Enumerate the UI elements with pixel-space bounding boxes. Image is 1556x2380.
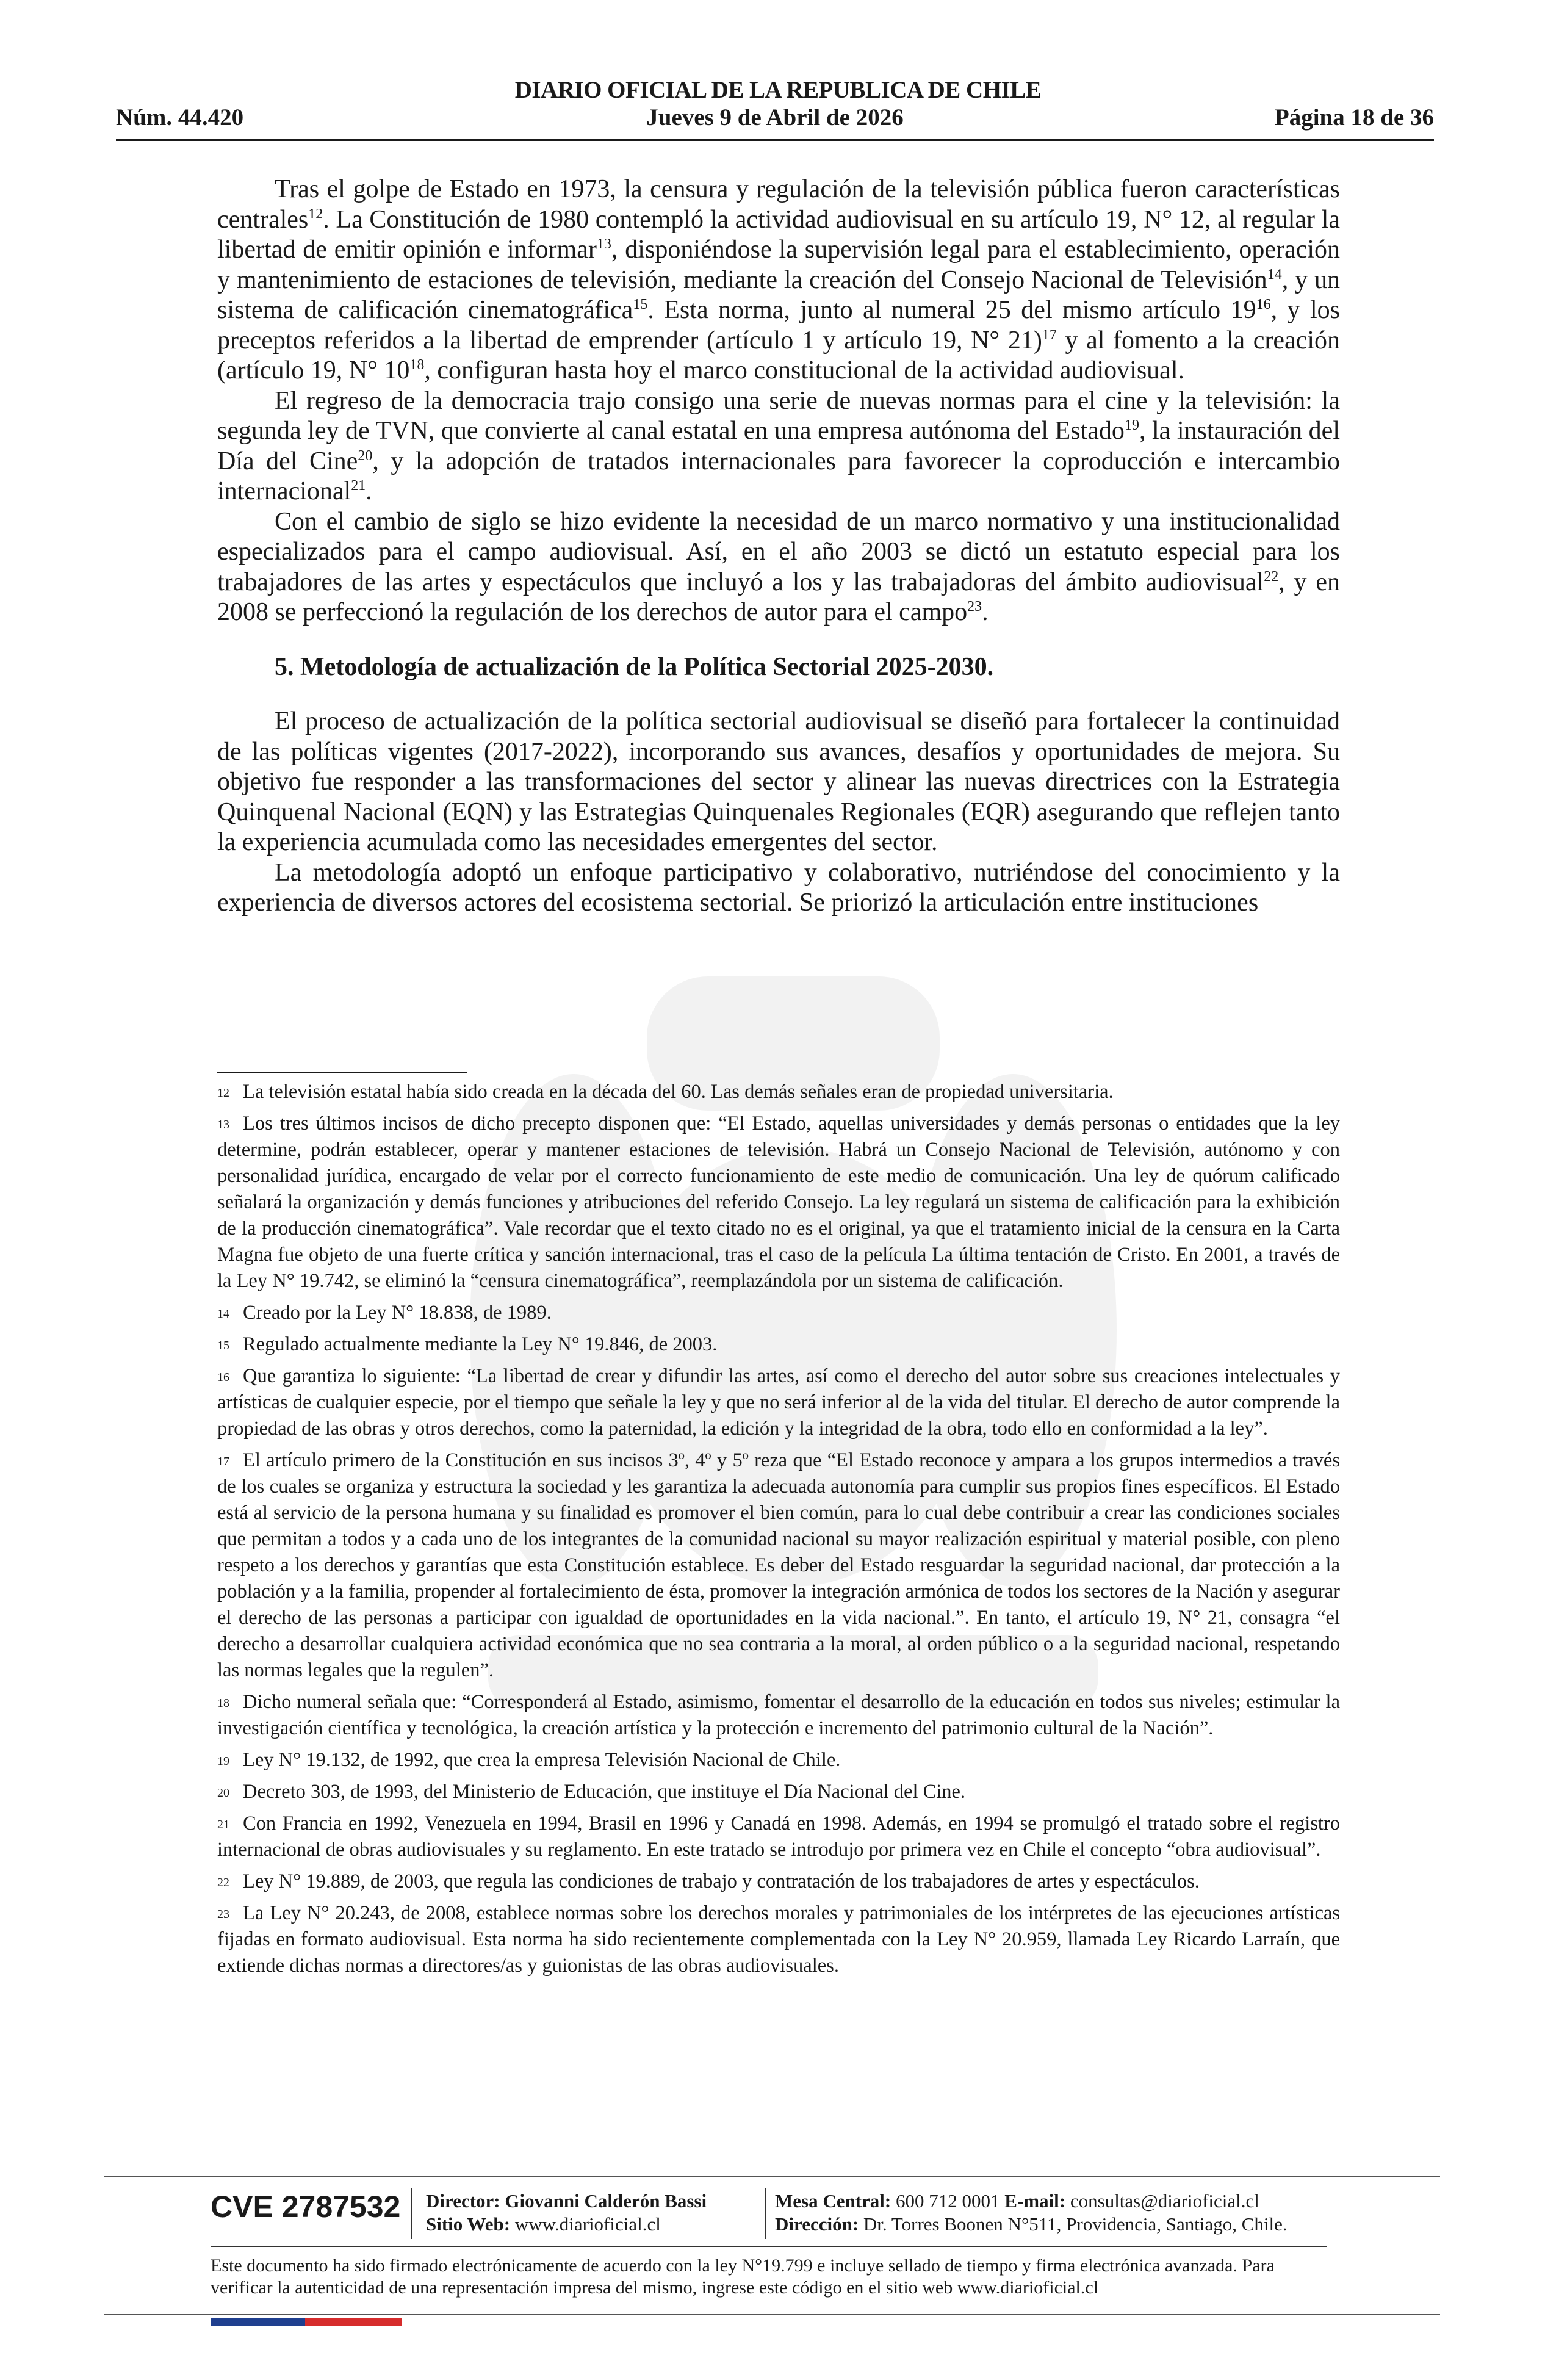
footnote-ref: 12 [308,206,323,222]
footnote-16: $^{16}$ Que garantiza lo siguiente: “La libertad de crear y difundir las artes, así como el derecho del autor sobre sus creaciones intelectuales y artísticas de cualquier especie, por el tiempo que señale la ley y que no será inferior al de la vida del titular. El derecho de autor comprende la propiedad de las obras y otros derechos, como la paternidad, la edición y la integridad de la obra, todo ello en conformidad a la ley”. [217,1365,1340,1440]
paragraph-1: Tras el golpe de Estado en 1973, la censura y regulación de la televisión pública fueron características centrales$^{12}$. La Constitución de 1980 contempló la actividad audiovisual en su artículo 19, N° 12, al regular la libertad de emitir opinión e informar$^{13}$, disponiéndose la supervisión legal para el establecimiento, operación y mantenimiento de estaciones de televisión, mediante la creación del Consejo Nacional de Televisión$^{14}$, y un sistema de calificación cinematográfica$^{15}$. Esta norma, junto al numeral 25 del mismo artículo $19^{16}$, y los preceptos referidos a la libertad de emprender (artículo 1 y artículo 19, N° 21)$^{17}$ y al fomento a la creación (artículo 19, N° $10^{18}$, configuran hasta hoy el marco constitucional de la actividad audiovisual. [217,175,1341,384]
paragraph-3: Con el cambio de siglo se hizo evidente la necesidad de un marco normativo y una institucionalidad especializados para el campo audiovisual. Así, en el año 2003 se dictó un estatuto especial para los trabajadores de las artes y espectáculos que incluyó a los y las trabajadoras del ámbito audiovisual$^{22}$, y en 2008 se perfeccionó la regulación de los derechos de autor para el campo$^{23}$. [217,507,1340,626]
flag-stripe-red [305,2318,402,2326]
section-heading: 5. Metodología de actualización de la Política Sectorial 2025-2030. [275,652,994,681]
footnote-14: $^{14}$ Creado por la Ley N° 18.838, de 1989. [217,1302,552,1324]
footnote-19: $^{19}$ Ley N° 19.132, de 1992, que crea la empresa Televisión Nacional de Chile. [217,1749,841,1771]
header-row [116,104,1434,135]
director-name: Giovanni Calderón Bassi [505,2190,707,2212]
footnote-ref: 15 [633,297,648,312]
footnote-22: $^{22}$ Ley N° 19.889, de 2003, que regula las condiciones de trabajo y contratación de los trabajadores de artes y espectáculos. [217,1870,1200,1892]
paragraph-2: El regreso de la democracia trajo consigo una serie de nuevas normas para el cine y la televisión: la segunda ley de TVN, que convierte al canal estatal en una empresa autónoma del Estado$^{19}$, la instauración del Día del Cine$^{20}$, y la adopción de tratados internacionales para favorecer la coproducción e intercambio internacional$^{21}$. [217,386,1340,505]
footnote-ref: 17 [1042,326,1057,343]
newspaper-title: DIARIO OFICIAL DE LA REPUBLICA DE CHILE [514,77,1042,103]
footer-rule-bottom [104,2314,1440,2315]
main-text [217,175,1340,918]
header-rule [116,139,1434,141]
footer-director-block: Director: Giovanni Calderón Bassi Sitio Web: www.diarioficial.cl [426,2190,707,2235]
signature-note: Este documento ha sido firmado electrónicamente de acuerdo con la ley N°19.799 e incluye sellado de tiempo y firma electrónica avanzada. Para verificar la autenticidad de una representación impresa del mismo, ingrese este código en el sitio web www.diarioficial.cl [211,2256,1275,2298]
page-number: Página 18 de 36 [1274,104,1434,131]
footnote-ref: 23 [967,599,982,615]
footer-divider [411,2188,412,2239]
footnote-15: $^{15}$ Regulado actualmente mediante la Ley N° 19.846, de 2003. [217,1333,718,1355]
phone-number: 600 712 0001 [896,2190,1000,2212]
address: Dr. Torres Boonen N°511, Providencia, Santiago, Chile. [863,2213,1288,2235]
issue-date: Jueves 9 de Abril de 2026 [646,104,904,131]
footnote-ref: 18 [409,357,425,373]
footnote-13: $^{13}$ Los tres últimos incisos de dicho precepto disponen que: “El Estado, aquellas universidades y demás personas o entidades que la ley determine, podrán establecer, operar y mantener estaciones de televisión. Habrá un Consejo Nacional de Televisión, autónomo y con personalidad jurídica, encargado de velar por el correcto funcionamiento de este medio de comunicación. Una ley de quórum calificado señalará la organización y demás funciones y atribuciones del referido Consejo. La ley regulará un sistema de calificación para la exhibición de la producción cinematográfica”. Vale recordar que el texto citado no es el original, ya que el tratamiento inicial de la censura en la Carta Magna fue objeto de una fuerte crítica y sanción internacional, tras el caso de la película La última tentación de Cristo. En 2001, a través de la Ley N° 19.742, se eliminó la “censura cinematográfica”, reemplazándola por un sistema de calificación. [217,1112,1340,1292]
footer-contact-block: Mesa Central: 600 712 0001 E-mail: consultas@diarioficial.cl Dirección: Dr. Torres Boonen N°511, Providencia, Santiago, Chile. [775,2190,1288,2235]
footnote-ref: 19 [1124,417,1139,433]
footnote-ref: 20 [358,447,373,464]
footnote-17: $^{17}$ El artículo primero de la Constitución en sus incisos 3º, 4º y 5º reza que “El Estado reconoce y ampara a los grupos intermedios a través de los cuales se organiza y estructura la sociedad y les garantiza la adecuada autonomía para cumplir sus propios fines específicos. El Estado está al servicio de la persona humana y su finalidad es promover el bien común, para lo cual debe contribuir a crear las condiciones sociales que permitan a todos y a cada uno de los integrantes de la comunidad nacional su mayor realización espiritual y material posible, con pleno respeto a los derechos y garantías que esta Constitución establece. Es deber del Estado resguardar la seguridad nacional, dar protección a la población y a la familia, propender al fortalecimiento de ésta, promover la integración armónica de todos los sectores de la Nación y asegurar el derecho de las personas a participar con igualdad de oportunidades en la vida nacional.”. En tanto, el artículo 19, N° 21, consagra “el derecho a desarrollar cualquiera actividad económica que no sea contraria a la moral, al orden público o a la seguridad nacional, respetando las normas legales que la regulen”. [217,1449,1340,1681]
paragraph-5: La metodología adoptó un enfoque participativo y colaborativo, nutriéndose del conocimiento y la experiencia de diversos actores del ecosistema sectorial. Se priorizó la articulación entre instituciones [217,858,1340,917]
website-link[interactable]: www.diarioficial.cl [514,2213,661,2235]
footnote-18: $^{18}$ Dicho numeral señala que: “Corresponderá al Estado, asimismo, fomentar el desarrollo de la educación en todos sus niveles; estimular la investigación científica y tecnológica, la creación artística y la protección e incremento del patrimonio cultural de la Nación”. [217,1691,1340,1739]
issue-number: Núm. 44.420 [116,104,244,131]
footnote-ref: 21 [351,478,366,494]
footnote-ref: 14 [1267,266,1282,283]
paragraph-4: El proceso de actualización de la política sectorial audiovisual se diseñó para fortalecer la continuidad de las políticas vigentes (2017-2022), incorporando sus avances, desafíos y oportunidades de mejora. Su objetivo fue responder a las transformaciones del sector y alinear las nuevas directrices con la Estrategia Quinquenal Nacional (EQN) y las Estrategias Quinquenales Regionales (EQR) asegurando que reflejen tanto la experiencia acumulada como las necesidades emergentes del sector. [217,707,1340,856]
footer-rule-top [104,2176,1440,2177]
footnote-23: $^{23}$ La Ley N° 20.243, de 2008, establece normas sobre los derechos morales y patrimoniales de los intérpretes de las ejecuciones artísticas fijadas en formato audiovisual. Esta norma ha sido recientemente complementada con la Ley N° 20.959, llamada Ley Ricardo Larraín, que extiende dichas normas a directores/as y guionistas de las obras audiovisuales. [217,1902,1340,1977]
footnote-21: $^{21}$ Con Francia en 1992, Venezuela en 1994, Brasil en 1996 y Canadá en 1998. Además, en 1994 se promulgó el tratado sobre el registro internacional de obras audiovisuales y su reglamento. En este tratado se introdujo por primera vez en Chile el concepto “obra audiovisual”. [217,1812,1340,1861]
flag-stripe-blue [211,2318,305,2326]
footnotes [217,1079,1340,1985]
cve-code: CVE 2787532 [211,2190,401,2224]
footer-divider [765,2188,766,2239]
footnote-ref: 22 [1264,568,1279,585]
footnote-rule [217,1072,467,1073]
footer-rule-mid [211,2246,1327,2247]
footnote-20: $^{20}$ Decreto 303, de 1993, del Ministerio de Educación, que instituye el Día Nacional del Cine. [217,1781,966,1803]
footnote-ref: 13 [596,236,611,252]
footnote-ref: 16 [1256,297,1271,312]
footnote-12: $^{12}$ La televisión estatal había sido creada en la década del 60. Las demás señales eran de propiedad universitaria. [217,1081,1114,1103]
email-link[interactable]: consultas@diarioficial.cl [1070,2190,1259,2212]
